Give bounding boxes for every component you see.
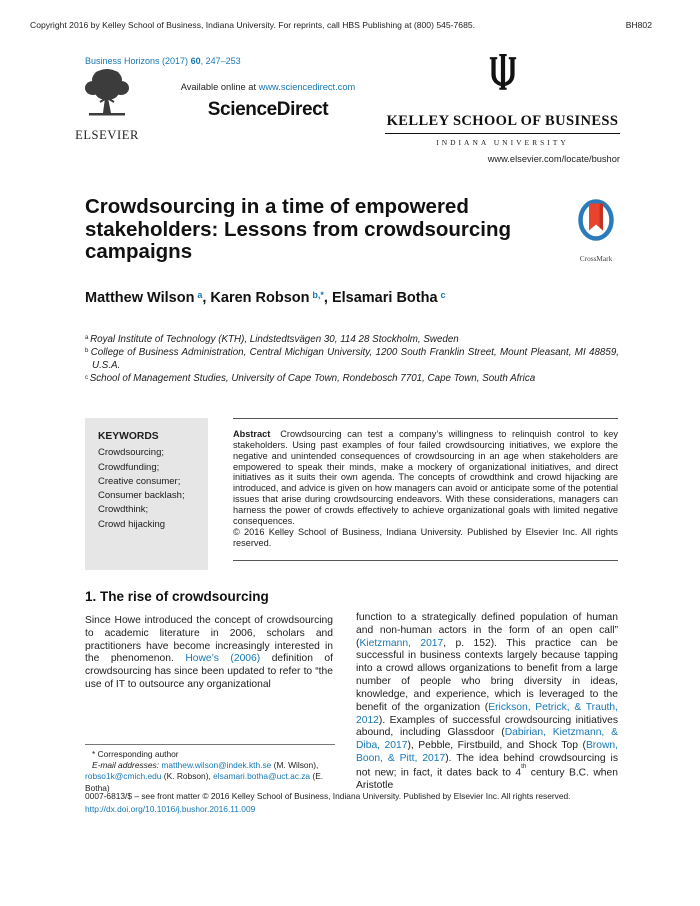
crossmark-icon bbox=[573, 198, 619, 248]
issn-front-matter-line: 0007-6813/$ – see front matter © 2016 Kelley School of Business, Indiana University. Published by Elsevier Inc. All rights reserved. bbox=[85, 791, 571, 801]
author-1: Matthew Wilson $^a$, bbox=[85, 289, 211, 306]
email-label: E-mail addresses: bbox=[92, 760, 162, 771]
available-online-text: Available online at bbox=[180, 82, 259, 92]
kelley-logo-block bbox=[385, 54, 620, 164]
affiliation-a: $^a$ Royal Institute of Technology (KTH), Lindstedtsvägen 30, 114 28 Stockholm, Sweden bbox=[85, 334, 459, 345]
doi-link[interactable]: http://dx.doi.org/10.1016/j.bushor.2016.11.009 bbox=[85, 803, 256, 814]
keywords-heading: KEYWORDS bbox=[98, 431, 159, 442]
top-copyright-row bbox=[30, 20, 652, 30]
abstract-section bbox=[85, 418, 618, 570]
keyword-item: Crowdthink; bbox=[98, 504, 149, 516]
email-sep: (E. Botha) bbox=[85, 771, 324, 793]
keyword-item: Creative consumer; bbox=[98, 475, 181, 487]
crossmark-badge[interactable] bbox=[569, 198, 623, 263]
body-text: Since Howe introduced the concept of crowdsourcing to academic literature in 2006, scholars and practitioners have become increasingly interested in the phenomenon. bbox=[85, 615, 333, 665]
email-link-botha[interactable]: elsamari.botha@uct.ac.za bbox=[213, 771, 311, 782]
keyword-item: Crowdsourcing; bbox=[98, 447, 164, 459]
body-text: definition of crowdsourcing has since been updated to refer to “the use of IT to outsource any organizational bbox=[85, 653, 334, 691]
abstract bbox=[233, 418, 618, 561]
page-footer bbox=[85, 790, 630, 815]
document-code: BH802 bbox=[625, 20, 652, 30]
crossmark-label: CrossMark bbox=[579, 254, 613, 263]
body-column-left bbox=[85, 615, 333, 692]
author-line bbox=[85, 290, 445, 306]
corresponding-author-line: * Corresponding author bbox=[92, 749, 179, 759]
indiana-university-label: INDIANA UNIVERSITY bbox=[436, 138, 569, 147]
email-sep: (M. Wilson), bbox=[271, 760, 319, 771]
citation-link-brown-2017[interactable]: Brown, Boon, & Pitt, 2017 bbox=[356, 740, 618, 764]
affiliation-b: $^b$ College of Business Administration, Central Michigan University, 1200 South Franklin Street, Mount Pleasant, MI 48859, U.S.A. bbox=[85, 347, 619, 372]
keywords-box bbox=[85, 418, 208, 570]
journal-pages: , 247–253 bbox=[200, 56, 241, 66]
abstract-copyright: © 2016 Kelley School of Business, Indiana University. Published by Elsevier Inc. All rights reserved. bbox=[233, 526, 618, 548]
journal-name: Business Horizons (2017) bbox=[85, 56, 191, 66]
email-sep: (K. Robson), bbox=[161, 771, 214, 782]
body-column-right bbox=[356, 612, 618, 793]
body-text: century B.C. when Aristotle bbox=[356, 767, 618, 791]
author-2: Karen Robson $^{b,*}$, bbox=[210, 289, 332, 306]
corresponding-author-footnote bbox=[85, 744, 335, 794]
elsevier-tree-icon bbox=[80, 66, 134, 122]
copyright-notice: Copyright 2016 by Kelley School of Business, Indiana University. For reprints, call HBS Publishing at (800) 545-7685. bbox=[30, 20, 476, 30]
email-link-robson[interactable]: robso1k@cmich.edu bbox=[85, 771, 162, 782]
author-3: Elsamari Botha $^c$ bbox=[331, 289, 446, 306]
keyword-item: Crowd hijacking bbox=[98, 518, 166, 530]
keyword-item: Crowdfunding; bbox=[98, 461, 160, 473]
journal-site-link[interactable]: www.elsevier.com/locate/bushor bbox=[487, 154, 620, 164]
journal-citation[interactable] bbox=[85, 56, 241, 66]
abstract-text: Crowdsourcing can test a company’s willingness to relinquish control to key stakeholders. Using past examples of four failed crowdsourcing initiatives, we explore the negative and unintended consequences of crowdsourcing in an age when stakeholders are empowered to speak their minds, make a mockery of organizational initiatives, and direct initiatives as it suits their own agenda. The concepts of crowdthink and crowd hijacking are introduced, and advice is given on how managers can avoid or anticipate some of the potential issues that arise during crowdsourcing endeavors. With these considerations, managers can harness the power of crowds effectively to achieve organizational goals with limited negative consequences. bbox=[233, 429, 618, 526]
body-text: function to a strategically defined population of human and non-human actors in the form of an open call” ( bbox=[356, 612, 618, 649]
ordinal-superscript: th bbox=[521, 762, 527, 770]
affiliations bbox=[85, 333, 619, 386]
email-link-wilson[interactable]: matthew.wilson@indek.kth.se bbox=[161, 760, 272, 771]
article-title: Crowdsourcing in a time of empowered stakeholders: Lessons from crowdsourcing campaigns bbox=[85, 195, 512, 264]
abstract-label: Abstract bbox=[233, 429, 271, 439]
elsevier-logo bbox=[70, 66, 144, 143]
keyword-item: Consumer backlash; bbox=[98, 490, 185, 502]
affiliation-c: $^c$ School of Management Studies, University of Cape Town, Rondebosch 7701, Cape Town, South Africa bbox=[85, 373, 536, 385]
citation-link-dabirian-2017[interactable]: Dabirian, Kietzmann, & Diba, 2017 bbox=[356, 727, 618, 752]
citation-link-howe-2006[interactable]: Howe’s (2006) bbox=[185, 653, 261, 665]
sciencedirect-url-link[interactable]: www.sciencedirect.com bbox=[258, 82, 356, 92]
section-1-heading: 1. The rise of crowdsourcing bbox=[85, 589, 269, 604]
citation-link-erickson-2012[interactable]: Erickson, Petrick, & Trauth, 2012 bbox=[356, 701, 618, 726]
journal-volume: 60 bbox=[190, 56, 201, 66]
iu-trident-icon bbox=[489, 54, 517, 94]
body-text: ). The idea behind crowdsourcing is not new; in fact, it dates back to 4 bbox=[356, 752, 618, 779]
elsevier-wordmark: ELSEVIER bbox=[75, 128, 139, 142]
body-text: , p. 152). This practice can be successful in business contexts largely because tapping into a crowd allows organizations to benefit from a large number of people who bring diversity in ideas, knowledge, and experience, which is leveraged to the benefit of the organization ( bbox=[356, 637, 618, 713]
body-text: ). Examples of successful crowdsourcing initiatives abound, including Glassdoor ( bbox=[356, 714, 618, 739]
sciencedirect-wordmark: ScienceDirect bbox=[207, 99, 329, 120]
sciencedirect-block bbox=[168, 82, 368, 121]
citation-link-kietzmann-2017[interactable]: Kietzmann, 2017 bbox=[359, 637, 444, 649]
email-addresses bbox=[85, 760, 335, 794]
kelley-wordmark: KELLEY SCHOOL OF BUSINESS bbox=[385, 113, 620, 134]
body-text: ), Pebble, Firstbuild, and Shock Top ( bbox=[407, 740, 586, 752]
